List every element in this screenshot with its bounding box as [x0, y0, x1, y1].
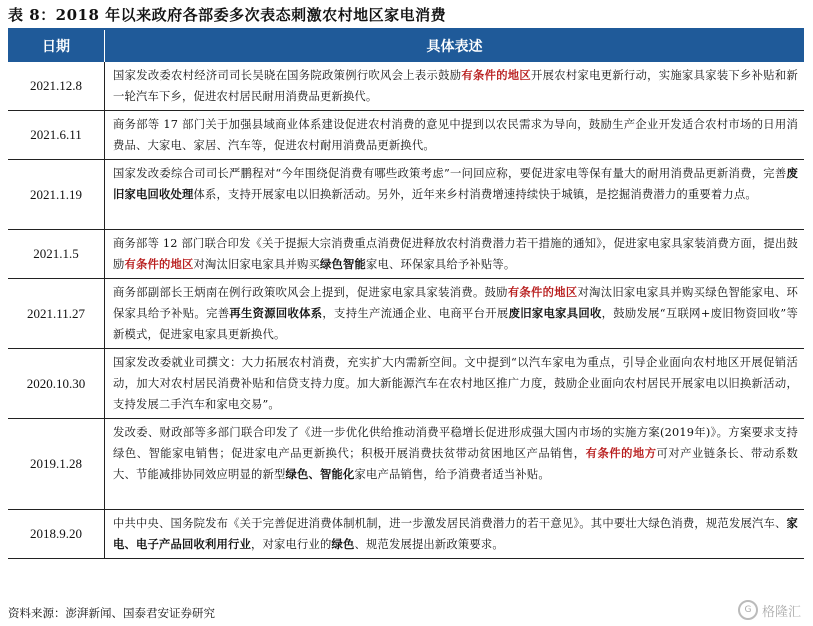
watermark-text: 格隆汇 [761, 604, 801, 620]
table-row [8, 160, 804, 230]
row-description [105, 111, 804, 159]
policy-table [8, 28, 804, 559]
desc-text: 体系，支持开展家电以旧换新活动。另外，近年来乡村消费增速持续快于城镇，是挖掘消费潜力的重要着力点。 [193, 188, 757, 201]
desc-text: 国家发改委农村经济司司长吴晓在国务院政策例行吹风会上表示鼓励 [113, 69, 462, 82]
watermark-logo-icon: G [738, 600, 758, 620]
highlight-text: 有条件的地区 [507, 285, 578, 299]
table-row [8, 230, 804, 279]
desc-text: 开展农村家电更新行动，实施家具家装下乡补贴和新一轮汽车下乡，促进农村居民耐用消费品更新换代。 [113, 69, 798, 103]
desc-text: 家电产品销售，给予消费者适当补贴。 [354, 468, 550, 481]
header-description: 具体表述 [104, 30, 804, 62]
table-row [8, 111, 804, 160]
bold-text: 废旧家电回收处理 [113, 166, 798, 201]
row-date: 2020.10.30 [8, 349, 105, 418]
table-row [8, 62, 804, 111]
bold-text: 绿色 [331, 537, 355, 551]
table-row [8, 510, 804, 559]
desc-text: ，支持生产流通企业、电商平台开展 [322, 307, 509, 320]
highlight-text: 有条件的地方 [585, 446, 657, 460]
table-row [8, 279, 804, 349]
highlight-text: 有条件的地区 [124, 257, 194, 271]
row-description [105, 349, 804, 418]
row-description [105, 419, 804, 509]
highlight-text: 有条件的地区 [461, 68, 532, 82]
source-note: 资料来源：澎湃新闻、国泰君安证券研究 [8, 606, 215, 620]
table-title: 表 8：2018 年以来政府各部委多次表态刺激农村地区家电消费 [8, 6, 447, 24]
header-date: 日期 [42, 39, 70, 55]
desc-text: 家电、环保家具给予补贴等。 [365, 258, 516, 271]
row-date: 2021.6.11 [8, 111, 105, 159]
desc-text: 可对产业链条长、带动系数大、节能减排协同效应明显的新型 [113, 447, 798, 481]
bold-text: 家电、电子产品回收利用行业 [113, 516, 798, 551]
desc-text: 国家发改委综合司司长严鹏程对“今年围绕促消费有哪些政策考虑”一问回应称，要促进家电等保有量大的耐用消费品更新消费，完善 [113, 167, 787, 180]
table-row [8, 349, 804, 419]
table-body [8, 62, 804, 559]
watermark [738, 600, 801, 620]
row-date: 2021.1.19 [8, 160, 105, 229]
desc-text: 商务部副部长王炳南在例行政策吹风会上提到，促进家电家具家装消费。鼓励 [113, 286, 508, 299]
row-date: 2021.11.27 [8, 279, 105, 348]
table-row [8, 419, 804, 510]
bold-text: 绿色、智能化 [285, 467, 355, 481]
row-date: 2018.9.20 [8, 510, 105, 558]
desc-text: ，对家电行业的 [250, 538, 332, 551]
bold-text: 绿色智能 [319, 257, 366, 271]
row-description [105, 279, 804, 348]
bold-text: 再生资源回收体系 [229, 306, 323, 320]
row-description [105, 230, 804, 278]
desc-text: 发改委、财政部等多部门联合印发了《进一步优化供给推动消费平稳增长促进形成强大国内市场的实施方案(2019年)》。方案要求支持绿色、智能家电销售；促进家电产品更新换代；积极开展消费扶贫带动贫困地区产品销售， [113, 426, 798, 460]
desc-text: 中共中央、国务院发布《关于完善促进消费体制机制，进一步激发居民消费潜力的若干意见》。其中要壮大绿色消费，规范发展汽车、 [113, 517, 787, 530]
desc-text: 国家发改委就业司撰文：大力拓展农村消费，充实扩大内需新空间。文中提到“以汽车家电为重点，引导企业面向农村地区开展促销活动，加大对农村居民消费补贴和信贷支持力度。加大新能源汽车在农村地区推广力度，鼓励企业面向农村居民开展家电以旧换新活动，支持发展二手汽车和家电交易”。 [113, 356, 798, 411]
table-header [8, 30, 804, 62]
bold-text: 废旧家电家具回收 [508, 306, 602, 320]
desc-text: 对淘汰旧家电家具并购买 [193, 258, 320, 271]
row-date: 2021.12.8 [8, 62, 105, 110]
desc-text: 、规范发展提出新政策要求。 [354, 538, 504, 551]
desc-text: ，鼓励发展“互联网+废旧物资回收”等新模式，促进家电家具更新换代。 [113, 307, 799, 341]
row-date: 2019.1.28 [8, 419, 105, 509]
row-description [105, 510, 804, 558]
row-description [105, 62, 804, 110]
desc-text: 商务部等 17 部门关于加强县域商业体系建设促进农村消费的意见中提到以农民需求为导向，鼓励生产企业开发适合农村市场的日用消费品、大家电、家居、汽车等，促进农村耐用消费品更新换代。 [113, 118, 798, 152]
desc-text: 对淘汰旧家电家具并购买绿色智能家电、环保家具给予补贴。完善 [113, 286, 798, 320]
row-date: 2021.1.5 [8, 230, 105, 278]
row-description [105, 160, 804, 229]
desc-text: 商务部等 12 部门联合印发《关于提振大宗消费重点消费促进释放农村消费潜力若干措施的通知》，促进家电家具家装消费方面，提出鼓励 [113, 237, 798, 271]
